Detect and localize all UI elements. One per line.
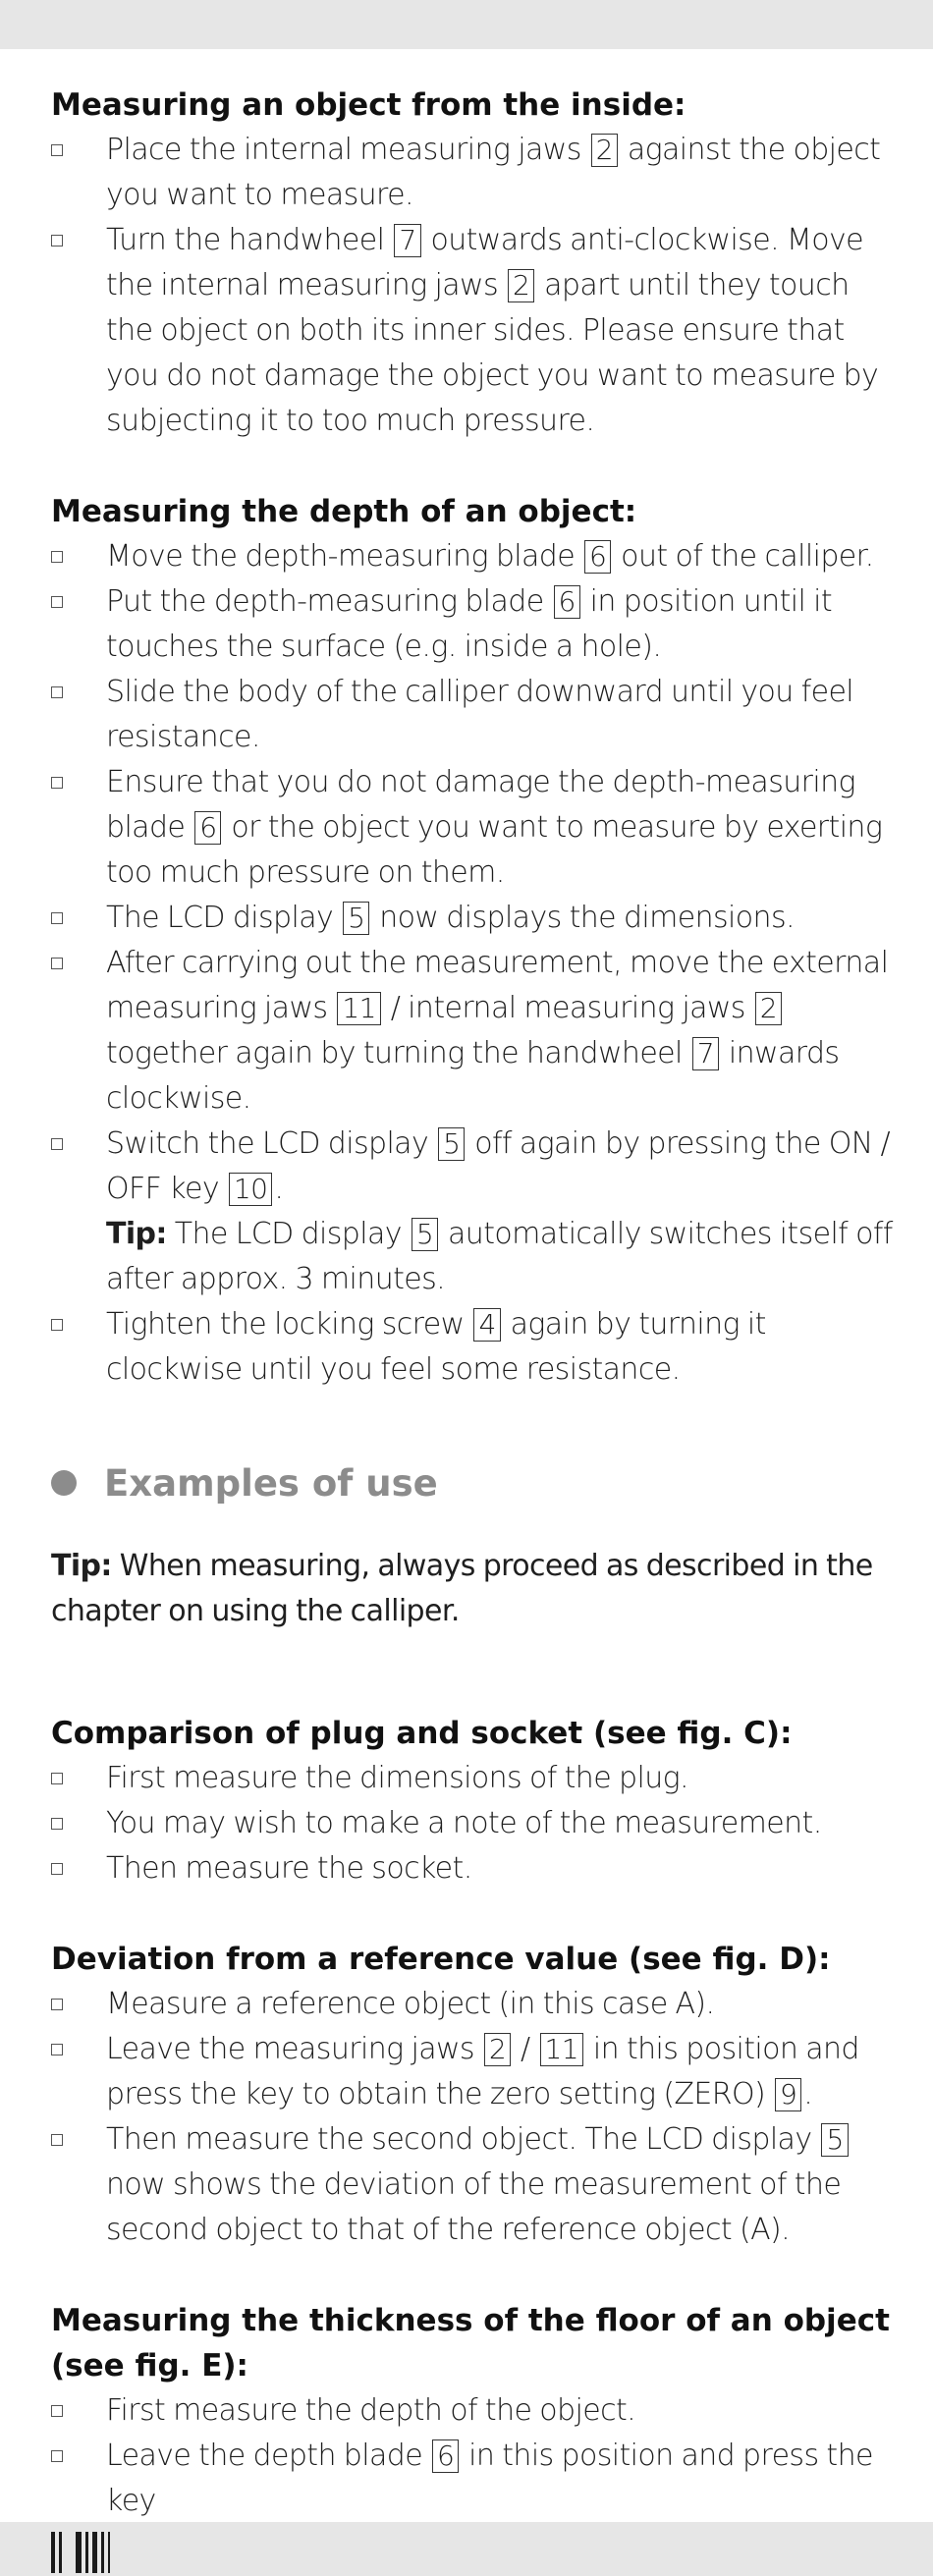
list-item: Put the depth-measuring blade 6 in position until it touches the surface (e.g. inside a hole).	[51, 579, 896, 670]
list-item: Measure a reference object (in this case A).	[51, 1982, 896, 2027]
examples-tip: Tip: When measuring, always proceed as described in the chapter on using the calliper.	[51, 1549, 873, 1628]
checkbox-bullet-icon	[51, 958, 63, 969]
checkbox-bullet-icon	[51, 1999, 63, 2010]
bullet-dot-icon	[51, 1470, 77, 1496]
ref-number: 10	[229, 1173, 272, 1206]
list-item: Tighten the locking screw 4 again by turning it clockwise until you feel some resistance.	[51, 1302, 896, 1393]
ref-number: 5	[412, 1218, 438, 1251]
checkbox-bullet-icon	[51, 2405, 63, 2417]
checkbox-bullet-icon	[51, 912, 63, 924]
checkbox-bullet-icon	[51, 1773, 63, 1784]
bottom-bar	[0, 2522, 933, 2576]
list-item: First measure the depth of the object.	[51, 2388, 896, 2434]
heading-plug-socket: Comparison of plug and socket (see fig. C):	[51, 1716, 793, 1751]
checkbox-bullet-icon	[51, 1138, 63, 1150]
ref-number: 7	[394, 224, 420, 257]
ref-number: 6	[554, 585, 580, 619]
list-item: Then measure the second object. The LCD display 5 now shows the deviation of the measurement of the second object to that of the reference object (A).	[51, 2117, 896, 2253]
ref-number: 5	[343, 902, 369, 935]
checkbox-bullet-icon	[51, 686, 63, 698]
list-item: Turn the handwheel 7 outwards anti-clockwise. Move the internal measuring jaws 2 apart until they touch the object on both its inner sides. Please ensure that you do not damage the object you want to measure by subjecting it to too much pressure.	[51, 218, 896, 444]
checkbox-bullet-icon	[51, 144, 63, 156]
ref-number: 4	[473, 1308, 500, 1342]
list-inside-measure	[51, 128, 896, 444]
ref-number: 6	[194, 811, 221, 845]
list-item: You may wish to make a note of the measurement.	[51, 1801, 896, 1846]
list-depth-measure	[51, 534, 896, 1393]
list-item: Leave the depth blade 6 in this position and press the key	[51, 2434, 896, 2524]
list-floor-thickness	[51, 2388, 896, 2524]
ref-number: 11	[540, 2033, 583, 2066]
ref-number: 2	[484, 2033, 511, 2066]
list-item: Slide the body of the calliper downward until you feel resistance.	[51, 670, 896, 760]
list-item: Switch the LCD display 5 off again by pressing the ON / OFF key 10 . Tip: The LCD display 5 automatically switches itself off after approx. 3 minutes.	[51, 1122, 896, 1302]
section-title-examples: Examples of use	[51, 1455, 896, 1510]
page-content	[51, 82, 896, 2524]
ref-number: 6	[584, 540, 611, 574]
list-item: Leave the measuring jaws 2 / 11 in this position and press the key to obtain the zero setting (ZERO) 9 .	[51, 2027, 896, 2117]
heading-floor-thickness: Measuring the thickness of the floor of an object (see fig. E):	[51, 2303, 890, 2384]
ref-number: 2	[755, 992, 782, 1025]
ref-number: 5	[821, 2123, 848, 2157]
barcode-icon	[51, 2532, 114, 2573]
list-item: After carrying out the measurement, move the external measuring jaws 11 / internal measuring jaws 2 together again by turning the handwheel 7 inwards clockwise.	[51, 941, 896, 1122]
list-item: Then measure the socket.	[51, 1846, 896, 1891]
checkbox-bullet-icon	[51, 2134, 63, 2146]
ref-number: 2	[508, 269, 534, 302]
checkbox-bullet-icon	[51, 1863, 63, 1875]
ref-number: 5	[438, 1127, 465, 1161]
heading-inside-measure: Measuring an object from the inside:	[51, 87, 686, 123]
top-bar	[0, 0, 933, 49]
tip-note: Tip: The LCD display 5 automatically switches itself off after approx. 3 minutes.	[106, 1217, 893, 1296]
ref-number: 6	[432, 2439, 459, 2473]
checkbox-bullet-icon	[51, 1818, 63, 1830]
ref-number: 9	[775, 2078, 801, 2111]
ref-number: 7	[692, 1037, 719, 1070]
heading-depth-measure: Measuring the depth of an object:	[51, 494, 637, 529]
checkbox-bullet-icon	[51, 2044, 63, 2055]
checkbox-bullet-icon	[51, 2450, 63, 2462]
checkbox-bullet-icon	[51, 551, 63, 563]
checkbox-bullet-icon	[51, 1319, 63, 1331]
list-deviation	[51, 1982, 896, 2253]
ref-number: 11	[337, 992, 380, 1025]
list-item: Ensure that you do not damage the depth-measuring blade 6 or the object you want to measure by exerting too much pressure on them.	[51, 760, 896, 896]
checkbox-bullet-icon	[51, 777, 63, 789]
checkbox-bullet-icon	[51, 596, 63, 608]
heading-deviation: Deviation from a reference value (see fig. D):	[51, 1942, 831, 1977]
list-plug-socket	[51, 1756, 896, 1891]
list-item: Move the depth-measuring blade 6 out of the calliper.	[51, 534, 896, 579]
ref-number: 2	[591, 134, 618, 167]
checkbox-bullet-icon	[51, 235, 63, 247]
list-item: The LCD display 5 now displays the dimensions.	[51, 896, 896, 941]
list-item: Place the internal measuring jaws 2 against the object you want to measure.	[51, 128, 896, 218]
list-item: First measure the dimensions of the plug.	[51, 1756, 896, 1801]
